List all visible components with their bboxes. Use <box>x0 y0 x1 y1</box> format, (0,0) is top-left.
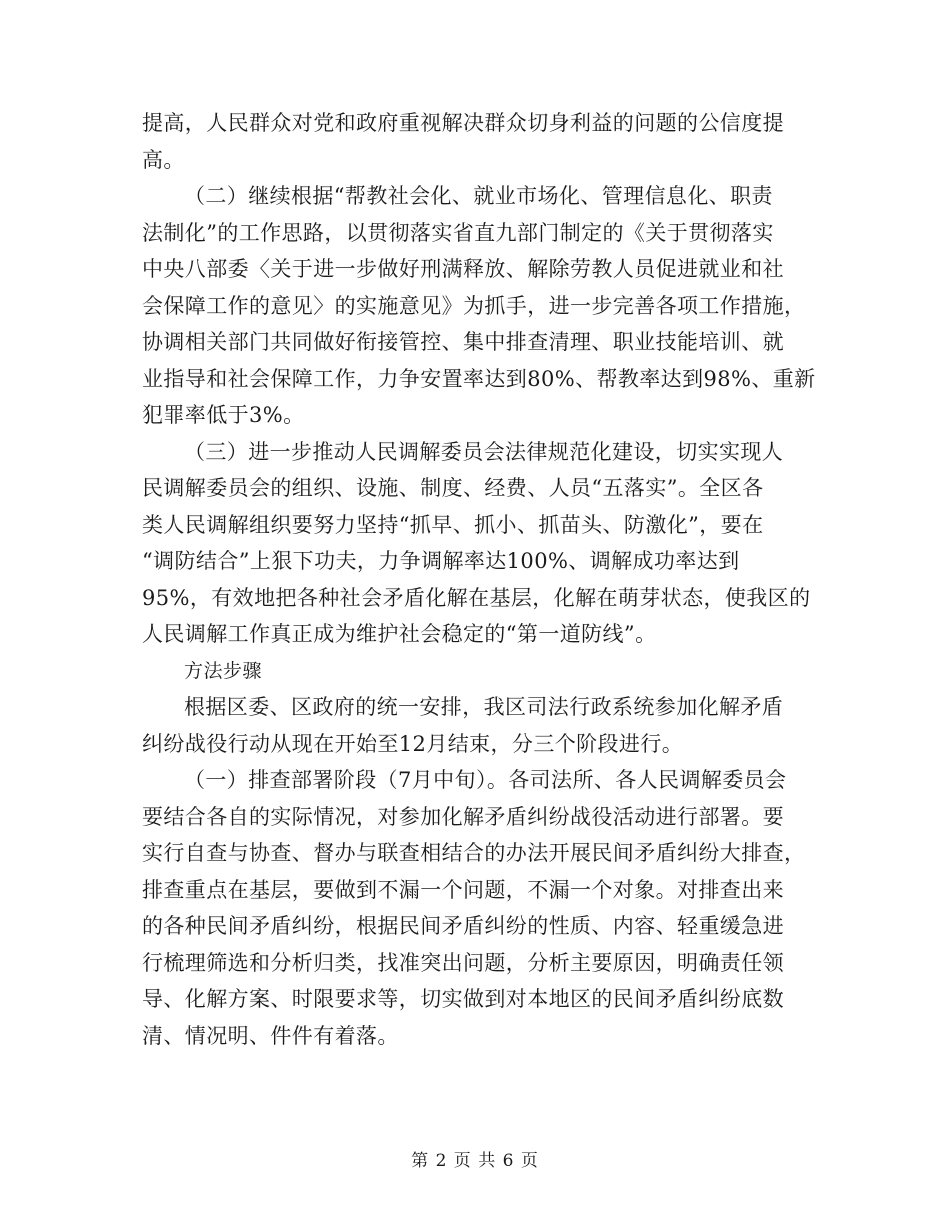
text-line: 人民调解工作真正成为维护社会稳定的“第一道防线”。 <box>142 622 657 646</box>
paragraphs-after-block <box>142 689 814 1054</box>
document-body <box>142 105 814 1054</box>
page-number-footer: 第 2 页 共 6 页 <box>411 1151 539 1171</box>
paragraphs-block <box>142 105 814 653</box>
paragraph-section-3 <box>142 434 814 653</box>
method-steps-heading: 方法步骤 <box>184 659 263 682</box>
text-line: （二）继续根据“帮教社会化、就业市场化、管理信息化、职责 <box>184 184 773 208</box>
text-line: 协调相关部门共同做好衔接管控、集中排查清理、职业技能培训、就 <box>142 330 784 354</box>
paragraph-stage-1 <box>142 762 814 1054</box>
text-line: 法制化”的工作思路，以贯彻落实省直九部门制定的《关于贯彻落实 <box>142 220 774 245</box>
text-line: 导、化解方案、时限要求等，切实做到对本地区的民间矛盾纠纷底数 <box>142 987 784 1011</box>
text-line: 纠纷战役行动从现在开始至12月结束，分三个阶段进行。 <box>142 731 684 756</box>
text-line: 清、情况明、件件有着落。 <box>142 1023 399 1048</box>
text-line: 实行自查与协查、督办与联查相结合的办法开展民间矛盾纠纷大排查， <box>142 841 806 865</box>
paragraph-arrangement <box>142 689 814 762</box>
paragraph-intro-continuation <box>142 105 814 178</box>
text-line: 95%，有效地把各种社会矛盾化解在基层，化解在萌芽状态，使我区的 <box>142 585 811 610</box>
text-line: 排查重点在基层，要做到不漏一个问题，不漏一个对象。对排查出来 <box>142 877 784 902</box>
text-line: 要结合各自的实际情况，对参加化解矛盾纠纷战役活动进行部署。要 <box>142 804 784 829</box>
text-line: 高。 <box>142 147 185 172</box>
text-line: 行梳理筛选和分析归类，找准突出问题，分析主要原因，明确责任领 <box>142 950 784 975</box>
text-line: 业指导和社会保障工作，力争安置率达到80%、帮教率达到98%、重新 <box>142 366 816 391</box>
text-line: “调防结合”上狠下功夫，力争调解率达100%、调解成功率达到 <box>142 549 740 573</box>
text-line: 犯罪率低于3%。 <box>142 403 305 427</box>
text-line: （三）进一步推动人民调解委员会法律规范化建设，切实实现人 <box>184 439 784 464</box>
text-line: 类人民调解组织要努力坚持“抓早、抓小、抓苗头、防激化”，要在 <box>142 512 764 537</box>
text-line: （一）排查部署阶段（7月中旬）。各司法所、各人民调解委员会 <box>184 768 787 792</box>
text-line: 民调解委员会的组织、设施、制度、经费、人员“五落实”。全区各 <box>142 476 764 500</box>
paragraph-section-2 <box>142 178 814 434</box>
text-line: 的各种民间矛盾纠纷，根据民间矛盾纠纷的性质、内容、轻重缓急进 <box>142 914 784 938</box>
text-line: 根据区委、区政府的统一安排，我区司法行政系统参加化解矛盾 <box>184 695 784 719</box>
text-line: 中央八部委〈关于进一步做好刑满释放、解除劳教人员促进就业和社 <box>142 257 784 281</box>
text-line: 提高，人民群众对党和政府重视解决群众切身利益的问题的公信度提 <box>142 111 784 135</box>
text-line: 会保障工作的意见〉的实施意见》为抓手，进一步完善各项工作措施， <box>142 293 806 318</box>
